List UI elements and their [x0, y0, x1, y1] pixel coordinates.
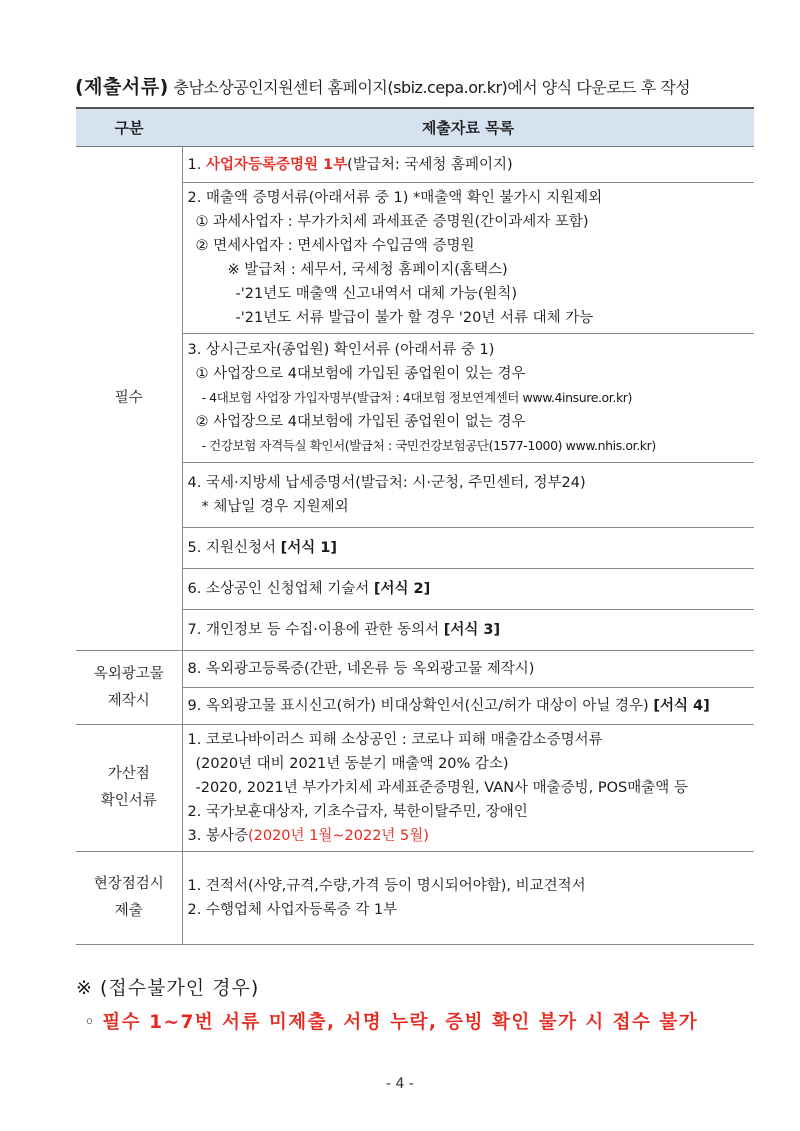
table-row — [76, 725, 754, 852]
item-sales-proof — [182, 183, 754, 334]
item-line: ② 사업장으로 4대보험에 가입된 종업원이 없는 경우 — [195, 414, 526, 430]
category-line: 제출 — [114, 903, 143, 919]
item-line: 3. 상시근로자(종업원) 확인서류 (아래서류 중 1) — [187, 342, 495, 358]
section-heading-label: (제출서류) — [75, 76, 169, 98]
item-line: ① 과세사업자 : 부가가치세 과세표준 증명원(간이과세자 포함) — [195, 214, 589, 230]
item-line: 2. 국가보훈대상자, 기초수급자, 북한이탈주민, 장애인 — [187, 804, 528, 820]
item-text: (발급처: 국세청 홈페이지) — [347, 156, 513, 173]
category-site-inspection — [76, 852, 182, 945]
category-required: 필수 — [76, 147, 182, 651]
item-application-form — [182, 528, 754, 569]
item-bonus-docs — [182, 725, 754, 852]
page-number: - 4 - — [386, 1076, 414, 1092]
notice-title: ※ (접수불가인 경우) — [76, 977, 260, 999]
item-line: ② 면세사업자 : 면세사업자 수입금액 증명원 — [195, 238, 475, 254]
item-business-description — [182, 569, 754, 610]
item-privacy-consent — [182, 610, 754, 651]
item-ad-registration: 8. 옥외광고등록증(간판, 네온류 등 옥외광고물 제작시) — [182, 651, 754, 688]
item-text: 5. 지원신청서 — [187, 540, 281, 556]
item-text: 9. 옥외광고물 표시신고(허가) 비대상확인서(신고/허가 대상이 아닐 경우) — [187, 698, 654, 714]
item-text: 3. 봉사증 — [187, 828, 248, 844]
item-text: 6. 소상공인 신청업체 기술서 — [187, 581, 374, 597]
item-line: - 4대보험 사업장 가입자명부(발급처 : 4대보험 정보연계센터 www.4insure.or.kr) — [201, 390, 633, 405]
item-line: 2. 매출액 증명서류(아래서류 중 1) *매출액 확인 불가시 지원제외 — [187, 190, 603, 206]
table-row — [76, 651, 754, 688]
form-tag: [서식 1] — [280, 540, 337, 556]
section-heading-text: 충남소상공인지원센터 홈페이지(sbiz.cepa.or.kr)에서 양식 다운로드 후 작성 — [173, 78, 691, 97]
notice-text: 필수 1~7번 서류 미제출, 서명 누락, 증빙 확인 불가 시 접수 불가 — [102, 1012, 699, 1033]
table-row — [76, 852, 754, 945]
table-row — [76, 147, 754, 183]
item-highlight: (2020년 1월~2022년 5월) — [247, 828, 429, 844]
item-line: ① 사업장으로 4대보험에 가입된 종업원이 있는 경우 — [195, 366, 526, 382]
category-bonus — [76, 725, 182, 852]
category-outdoor-ad — [76, 651, 182, 725]
category-line: 확인서류 — [100, 793, 157, 809]
form-tag: [서식 3] — [443, 622, 501, 638]
item-ad-exemption — [182, 688, 754, 725]
category-line: 현장점검시 — [93, 876, 164, 892]
item-text: 7. 개인정보 등 수집·이용에 관한 동의서 — [187, 622, 444, 638]
item-number: 1. — [187, 156, 206, 173]
header-document-list: 제출자료 목록 — [182, 108, 754, 147]
item-line: -'21년도 매출액 신고내역서 대체 가능(원칙) — [235, 286, 518, 302]
item-line: - 건강보험 자격득실 확인서(발급처 : 국민건강보험공단(1577-1000) www.nhis.or.kr) — [201, 438, 656, 453]
item-line: ※ 발급처 : 세무서, 국세청 홈페이지(홈택스) — [227, 262, 508, 278]
category-line: 가산점 — [107, 766, 150, 782]
documents-table — [76, 107, 754, 945]
section-heading — [75, 72, 690, 99]
item-line: 1. 코로나바이러스 피해 소상공인 : 코로나 피해 매출감소증명서류 — [187, 732, 603, 748]
item-line: -2020, 2021년 부가가치세 과세표준증명원, VAN사 매출증빙, POS매출액 등 — [195, 780, 688, 796]
item-line — [188, 824, 755, 848]
form-tag: [서식 4] — [653, 698, 710, 714]
item-employee-proof — [182, 334, 754, 463]
item-line: 1. 견적서(사양,규격,수량,가격 등이 명시되어야함), 비교견적서 — [187, 878, 586, 894]
form-tag: [서식 2] — [373, 581, 431, 597]
item-site-docs — [182, 852, 754, 945]
category-line: 옥외광고물 — [93, 665, 164, 682]
item-tax-certificate — [182, 463, 754, 528]
table-header-row — [76, 108, 754, 147]
category-line: 제작시 — [107, 692, 150, 709]
item-line: (2020년 대비 2021년 동분기 매출액 20% 감소) — [195, 756, 509, 772]
item-line: 2. 수행업체 사업자등록증 각 1부 — [187, 902, 398, 918]
notice-body — [84, 1008, 698, 1034]
bullet-icon: ◦ — [84, 1012, 96, 1033]
item-highlight: 사업자등록증명원 1부 — [205, 156, 348, 173]
item-line: * 체납일 경우 지원제외 — [201, 499, 349, 515]
item-line: 4. 국세·지방세 납세증명서(발급처: 시·군청, 주민센터, 정부24) — [187, 475, 586, 491]
item-business-registration — [182, 147, 754, 183]
item-line: -'21년도 서류 발급이 불가 할 경우 '20년 서류 대체 가능 — [235, 310, 594, 326]
header-category: 구분 — [76, 108, 182, 147]
